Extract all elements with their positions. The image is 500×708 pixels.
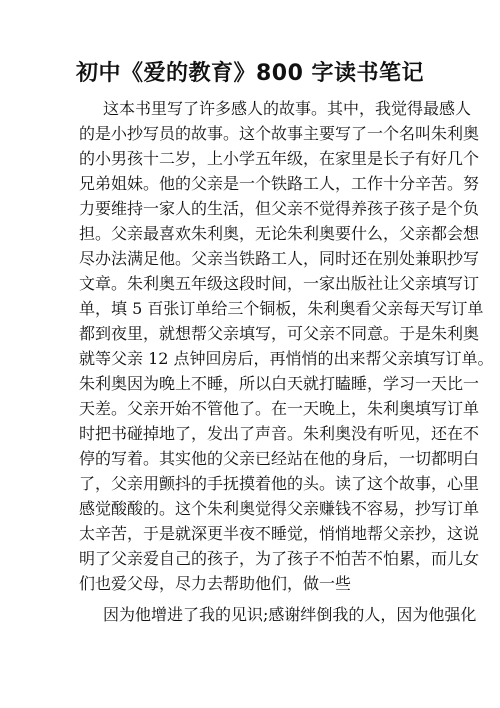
paragraph-1-line-7: 尽办法满足他。父亲当铁路工人，同时还在别处兼职抄写 [79,249,480,268]
paragraph-1-line-14: 时把书碰掉地了，发出了声音。朱利奥没有听见，还在不 [79,424,480,443]
paragraph-2-line-1: 因为他增进了我的见识;感谢绊倒我的人，因为他强化 [103,605,477,624]
paragraph-1-line-4: 兄弟姐妹。他的父亲是一个铁路工人，工作十分辛苦。努 [79,174,480,193]
paragraph-1-line-6: 担。父亲最喜欢朱利奥，无论朱利奥要什么，父亲都会想 [79,224,480,243]
paragraph-1-line-16: 了，父亲用颤抖的手抚摸着他的头。读了这个故事，心里 [79,474,480,493]
paragraph-1-line-8: 文章。朱利奥五年级这段时间，一家出版社让父亲填写订 [79,274,480,293]
paragraph-1-line-9: 单，填 5 百张订单给三个铜板，朱利奥看父亲每天写订单 [79,299,484,318]
paragraph-1-line-12: 朱利奥因为晚上不睡，所以白天就打瞌睡，学习一天比一 [79,374,480,393]
paragraph-1-line-11: 就等父亲 12 点钟回房后，再悄悄的出来帮父亲填写订单。 [79,349,494,368]
paragraph-1-line-3: 的小男孩十二岁，上小学五年级，在家里是长子有好几个 [79,149,480,168]
paragraph-1-line-18: 太辛苦，于是就深更半夜不睡觉，悄悄地帮父亲抄，这说 [79,524,480,543]
paragraph-1-line-20: 们也爱父母，尽力去帮助他们，做一些 [79,574,352,593]
paragraph-1-line-1: 这本书里写了许多感人的故事。其中，我觉得最感人 [103,99,472,118]
paragraph-1-line-5: 力要维持一家人的生活，但父亲不觉得养孩子孩子是个负 [79,199,480,218]
paragraph-1-line-19: 明了父亲爱自己的孩子，为了孩子不怕苦不怕累，而儿女 [79,549,480,568]
paragraph-1-line-13: 天差。父亲开始不管他了。在一天晚上，朱利奥填写订单 [79,399,480,418]
paragraph-1-line-10: 都到夜里，就想帮父亲填写，可父亲不同意。于是朱利奥 [79,324,480,343]
paragraph-1-line-2: 的是小抄写员的故事。这个故事主要写了一个名叫朱利奥 [79,124,480,143]
document-title: 初中《爱的教育》800 字读书笔记 [75,61,425,86]
paragraph-1-line-15: 停的写着。其实他的父亲已经站在他的身后，一切都明白 [79,449,480,468]
paragraph-1-line-17: 感觉酸酸的。这个朱利奥觉得父亲赚钱不容易，抄写订单 [79,499,480,518]
